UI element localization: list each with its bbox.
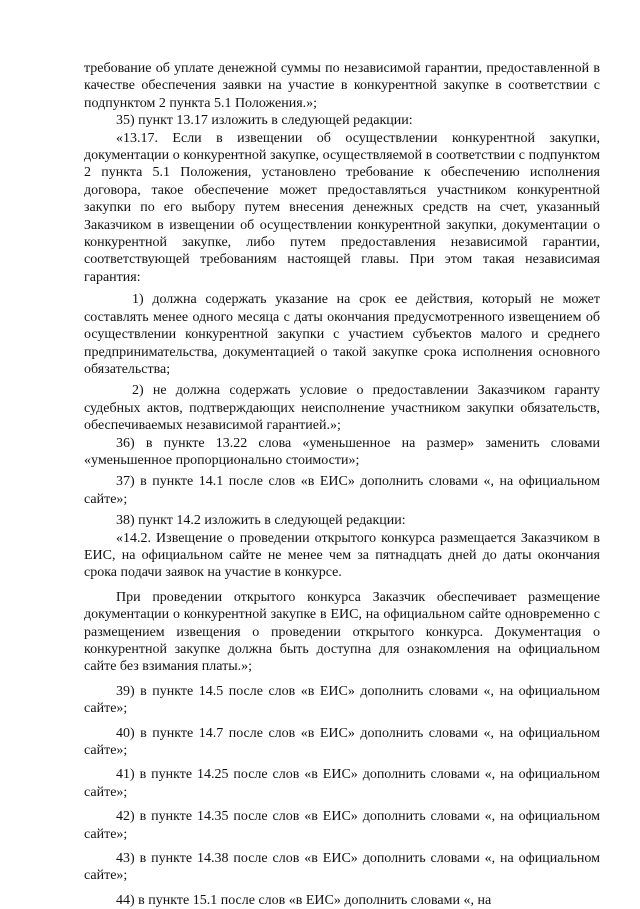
paragraph-item-38: 38) пункт 14.2 изложить в следующей редакции:: [116, 513, 406, 529]
paragraph-14-2-continued: При проведении открытого конкурса Заказчик обеспечивает размещение документации о конкурентной закупке в ЕИС, на официальном сайте одновременно с размещением извещения о проведении открытого конкурса. Документация о конкурентной закупке должна быть доступна для ознакомления на официальном сайте без взимания платы.»;: [84, 589, 600, 675]
paragraph-14-2: «14.2. Извещение о проведении открытого конкурса размещается Заказчиком в ЕИС, на официальном сайте не менее чем за пятнадцать дней до даты окончания срока подачи заявок на участие в конкурсе.: [84, 530, 600, 581]
paragraph-item-35: 35) пункт 13.17 изложить в следующей редакции:: [116, 113, 413, 129]
paragraph-subitem-2: 2) не должна содержать условие о предоставлении Заказчиком гаранту судебных актов, подтверждающих неисполнение участником закупки обязательств, обеспечиваемых независимой гарантией.»;: [84, 383, 600, 434]
document-page: [84, 60, 600, 909]
paragraph-subitem-1: 1) должна содержать указание на срок ее действия, который не может составлять менее одного месяца с даты окончания предусмотренного извещением об осуществлении конкурентной закупки с участием субъектов малого и среднего предпринимательства, документацией о такой закупке срока исполнения основного обязательства;: [84, 292, 600, 377]
paragraph-item-43: 43) в пункте 14.38 после слов «в ЕИС» дополнить словами «, на официальном сайте»;: [84, 851, 600, 884]
paragraph-continuation: требование об уплате денежной суммы по независимой гарантии, предоставленной в качестве обеспечения заявки на участие в конкурентной закупке в соответствии с подпунктом 2 пункта 5.1 Положения.»;: [84, 61, 600, 111]
paragraph-item-37: 37) в пункте 14.1 после слов «в ЕИС» дополнить словами «, на официальном сайте»;: [84, 474, 600, 507]
paragraph-13-17: «13.17. Если в извещении об осуществлении конкурентной закупки, документации о конкурентной закупке, осуществляемой в соответствии с подпунктом 2 пункта 5.1 Положения, установлено требование к обеспечению исполнения договора, такое обеспечение может предоставляться участником конкурентной закупки по его выбору путем внесения денежных средств на счет, указанный Заказчиком в извещении об осуществлении конкурентной закупки, документации о конкурентной закупке, либо путем предоставления независимой гарантии, соответствующей требованиям настоящей главы. При этом такая независимая гарантия:: [84, 130, 600, 285]
paragraph-item-36: 36) в пункте 13.22 слова «уменьшенное на размер» заменить словами «уменьшенное пропорционально стоимости»;: [84, 435, 600, 468]
paragraph-item-44: 44) в пункте 15.1 после слов «в ЕИС» дополнить словами «, на: [116, 892, 492, 908]
paragraph-item-39: 39) в пункте 14.5 после слов «в ЕИС» дополнить словами «, на официальном сайте»;: [84, 683, 600, 717]
paragraph-item-42: 42) в пункте 14.35 после слов «в ЕИС» дополнить словами «, на официальном сайте»;: [84, 809, 600, 842]
paragraph-item-40: 40) в пункте 14.7 после слов «в ЕИС» дополнить словами «, на официальном сайте»;: [84, 725, 600, 759]
paragraph-item-41: 41) в пункте 14.25 после слов «в ЕИС» дополнить словами «, на официальном сайте»;: [84, 767, 600, 800]
